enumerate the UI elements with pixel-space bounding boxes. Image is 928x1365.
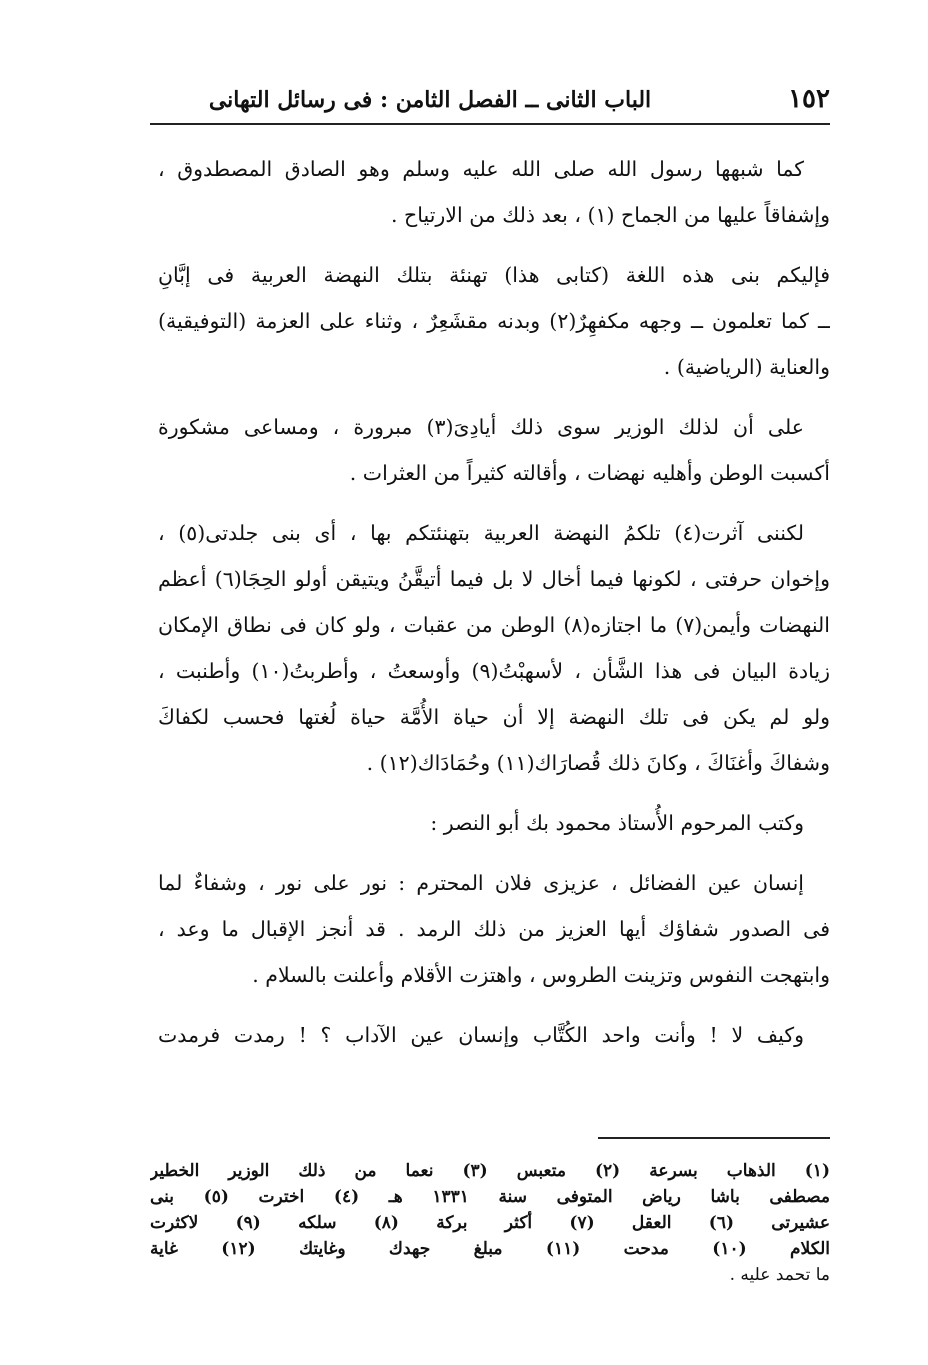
footnote-line: الكلام (١٠) مدحت (١١) مبلغ جهدك وغايتك (١٢) غاية [150,1239,830,1259]
paragraph [158,252,830,390]
text-line: فى الصدور شفاؤك أيها العزيز من ذلك الرمد . قد أنجز الإقبال ما وعد ، [158,917,830,941]
text-line: كما شبهها رسول الله صلى الله عليه وسلم وهو الصادق المصطدوق ، [158,157,804,181]
text-line: ــ كما تعلمون ــ وجهه مكفهِرٌ(٢) وبدنه مقشَعِرٌ ، وثناء على العزمة (التوفيقية) [158,309,830,333]
paragraph [158,510,830,786]
body-text [158,146,830,1072]
header-rule [150,123,830,125]
footnote-line: مصطفى باشا رياض المتوفى سنة ١٣٣١ هـ (٤) اخترت (٥) بنى [150,1187,830,1207]
paragraph [158,146,830,238]
paragraph [158,800,830,846]
footnote-rule [598,1137,830,1139]
paragraph [158,404,830,496]
text-line: وشفاكَ وأغنَاكَ ، وكانَ ذلك قُصارَاك(١١) وحُمَادَاك(١٢) . [366,751,830,775]
running-head: الباب الثانى ــ الفصل الثامن : فى رسائل التهانى [208,87,652,113]
footnote-line: عشيرتى (٦) العقل (٧) أكثر بركة (٨) سلكه (٩) لاكثرت [150,1213,830,1233]
text-line: لكننى آثرت(٤) تلكمُ النهضة العربية بتهنئتكم بها ، أى بنى جلدتى(٥) ، [158,521,804,545]
footnote-line: (١) الذهاب بسرعة (٢) متعبس (٣) نعما من ذلك الوزير الخطير [150,1161,830,1181]
text-line: وابتهجت النفوس وتزينت الطروس ، واهتزت الأقلام وأعلنت بالسلام . [252,963,830,987]
text-line: أكسبت الوطن وأهليه نهضات ، وأقالته كثيراً من العثرات . [349,461,830,485]
text-line: وكيف لا ! وأنت واحد الكُتَّاب وإنسان عين الآداب ؟ ! رمدت فرمدت [158,1023,804,1047]
text-line: فإليكم بنى هذه اللغة (كتابى هذا) تهنئة بتلك النهضة العربية فى إبَّانِ [158,263,830,287]
text-line: زيادة البيان فى هذا الشَّأن ، لأسهبْتُ(٩) وأوسعتُ ، وأطربتُ(١٠) وأطنبت ، [158,659,830,683]
text-line: وإخوان حرفتى ، لكونها فيما أخال لا بل فيما أتيقَّنُ ويتيقن أولو الحِجَا(٦) أعظم [158,567,830,591]
page-number: ١٥٢ [788,84,830,114]
paragraph [158,860,830,998]
text-line: وإشفاقاً عليها من الجماح (١) ، بعد ذلك من الارتياح . [391,203,830,227]
footnote-line: ما تحمد عليه . [729,1265,830,1285]
text-line: على أن لذلك الوزير سوى ذلك أيادِىَ(٣) مبرورة ، ومساعى مشكورة [158,415,804,439]
text-line: إنسان عين الفضائل ، عزيزى فلان المحترم : نور على نور ، وشفاءٌ لما [158,871,804,895]
text-line: وكتب المرحوم الأُستاذ محمود بك أبو النصر : [430,811,804,835]
page-header [150,82,830,122]
paragraph [158,1012,830,1058]
footnotes [150,1158,830,1288]
text-line: ولو لم يكن فى تلك النهضة إلا أن حياة الأُمَّة حياة لُغتها فحسب لكفاكَ [158,705,830,729]
text-line: والعناية (الرياضية) . [663,355,830,379]
text-line: النهضات وأيمن(٧) ما اجتازه(٨) الوطن من عقبات ، ولو كان فى نطاق الإمكان [158,613,830,637]
